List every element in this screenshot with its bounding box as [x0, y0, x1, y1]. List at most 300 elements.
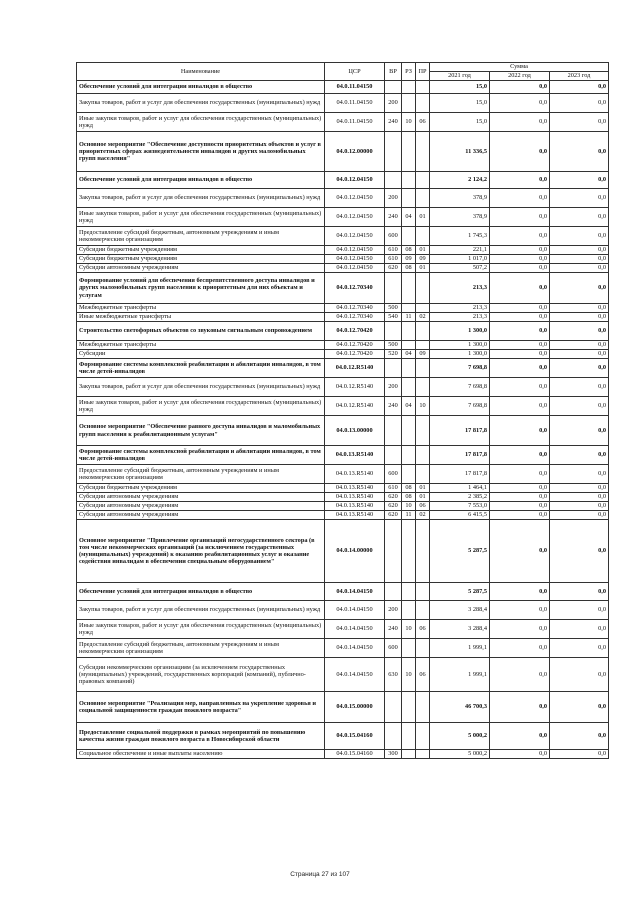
cell-name: Субсидии автономным учреждениям [77, 502, 325, 511]
cell-vr [385, 132, 402, 172]
cell-csr: 04.0.15.04160 [325, 723, 385, 750]
cell-sum-2022: 0,0 [490, 359, 550, 378]
table-row [77, 246, 609, 255]
cell-sum-2023: 0,0 [550, 601, 609, 620]
cell-rz: 04 [402, 350, 416, 359]
cell-name: Иные закупки товаров, работ и услуг для обеспечения государственных (муниципальных) нужд [77, 397, 325, 416]
cell-rz: 11 [402, 313, 416, 322]
header-csr: ЦСР [325, 63, 385, 81]
cell-pr: 09 [416, 255, 430, 264]
cell-vr [385, 692, 402, 723]
cell-sum-2022: 0,0 [490, 583, 550, 601]
cell-rz: 09 [402, 255, 416, 264]
cell-sum-2021: 221,1 [430, 246, 490, 255]
cell-name: Основное мероприятие "Привлечение организаций негосударственного сектора (в том числе некоммерческих организаций (за исключением государственных (муниципальных) учреждений) к оказанию реабилитационных услуг и оказание содействия инвалидам в обеспечении специальным оборудованием" [77, 520, 325, 583]
cell-vr: 300 [385, 750, 402, 759]
cell-sum-2023: 0,0 [550, 273, 609, 304]
cell-name: Иные закупки товаров, работ и услуг для обеспечения государственных (муниципальных) нужд [77, 208, 325, 227]
cell-rz [402, 189, 416, 208]
header-vr: ВР [385, 63, 402, 81]
cell-name: Субсидии [77, 350, 325, 359]
cell-name: Обеспечение условий для интеграции инвалидов в общество [77, 583, 325, 601]
cell-csr: 04.0.12.R5140 [325, 378, 385, 397]
cell-sum-2023: 0,0 [550, 397, 609, 416]
cell-sum-2022: 0,0 [490, 94, 550, 113]
cell-pr [416, 172, 430, 189]
cell-pr [416, 359, 430, 378]
cell-name: Обеспечение условий для интеграции инвалидов в общество [77, 81, 325, 94]
cell-name: Предоставление субсидий бюджетным, автономным учреждениям и иным некоммерческим организациям [77, 227, 325, 246]
cell-vr [385, 723, 402, 750]
cell-sum-2022: 0,0 [490, 723, 550, 750]
cell-sum-2021: 7 698,8 [430, 378, 490, 397]
cell-sum-2022: 0,0 [490, 273, 550, 304]
cell-sum-2022: 0,0 [490, 132, 550, 172]
cell-pr [416, 723, 430, 750]
table-row [77, 378, 609, 397]
table-body [77, 81, 609, 759]
cell-pr [416, 465, 430, 484]
cell-sum-2023: 0,0 [550, 264, 609, 273]
cell-pr: 01 [416, 246, 430, 255]
cell-vr: 600 [385, 227, 402, 246]
cell-csr: 04.0.12.00000 [325, 132, 385, 172]
cell-name: Предоставление субсидий бюджетным, автономным учреждениям и иным некоммерческим организациям [77, 639, 325, 658]
cell-vr: 620 [385, 502, 402, 511]
cell-pr: 06 [416, 658, 430, 692]
cell-csr: 04.0.11.04150 [325, 94, 385, 113]
table-row [77, 172, 609, 189]
cell-name: Межбюджетные трансферты [77, 341, 325, 350]
cell-sum-2023: 0,0 [550, 246, 609, 255]
cell-sum-2021: 7 553,0 [430, 502, 490, 511]
cell-name: Формирование условий для обеспечения беспрепятственного доступа инвалидов и других маломобильных групп населения к приоритетным для них объектам и услугам [77, 273, 325, 304]
cell-sum-2023: 0,0 [550, 359, 609, 378]
cell-name: Субсидии автономным учреждениям [77, 493, 325, 502]
cell-sum-2023: 0,0 [550, 208, 609, 227]
cell-vr: 620 [385, 493, 402, 502]
table-row [77, 322, 609, 341]
table-row [77, 81, 609, 94]
cell-vr: 200 [385, 378, 402, 397]
page-number: Страница 27 из 107 [290, 871, 350, 878]
cell-sum-2021: 6 415,5 [430, 511, 490, 520]
table-row [77, 189, 609, 208]
cell-sum-2022: 0,0 [490, 446, 550, 465]
cell-sum-2022: 0,0 [490, 189, 550, 208]
cell-sum-2023: 0,0 [550, 493, 609, 502]
cell-csr: 04.0.13.R5140 [325, 484, 385, 493]
cell-sum-2021: 1 999,1 [430, 658, 490, 692]
cell-sum-2023: 0,0 [550, 750, 609, 759]
cell-name: Закупка товаров, работ и услуг для обеспечения государственных (муниципальных) нужд [77, 189, 325, 208]
cell-pr [416, 304, 430, 313]
cell-rz [402, 304, 416, 313]
cell-vr: 500 [385, 341, 402, 350]
cell-csr: 04.0.14.04150 [325, 639, 385, 658]
cell-rz [402, 273, 416, 304]
cell-sum-2021: 17 817,8 [430, 465, 490, 484]
cell-vr: 630 [385, 658, 402, 692]
cell-rz [402, 520, 416, 583]
cell-vr [385, 583, 402, 601]
cell-pr [416, 227, 430, 246]
table-row [77, 511, 609, 520]
cell-rz [402, 359, 416, 378]
cell-vr: 240 [385, 113, 402, 132]
cell-rz [402, 378, 416, 397]
cell-sum-2021: 17 817,8 [430, 446, 490, 465]
cell-pr [416, 132, 430, 172]
cell-sum-2021: 1 017,0 [430, 255, 490, 264]
cell-pr [416, 378, 430, 397]
cell-vr: 200 [385, 601, 402, 620]
header-row-top [77, 63, 609, 72]
cell-vr: 240 [385, 620, 402, 639]
cell-csr: 04.0.13.R5140 [325, 465, 385, 484]
cell-sum-2023: 0,0 [550, 94, 609, 113]
table-row [77, 359, 609, 378]
table-row [77, 341, 609, 350]
header-rz: РЗ [402, 63, 416, 81]
table-row [77, 723, 609, 750]
cell-vr: 600 [385, 465, 402, 484]
header-year-2022: 2022 год [490, 72, 550, 81]
header-pr: ПР [416, 63, 430, 81]
cell-sum-2022: 0,0 [490, 397, 550, 416]
cell-sum-2022: 0,0 [490, 81, 550, 94]
cell-csr: 04.0.13.R5140 [325, 446, 385, 465]
cell-sum-2021: 15,0 [430, 94, 490, 113]
cell-sum-2023: 0,0 [550, 113, 609, 132]
cell-sum-2023: 0,0 [550, 416, 609, 446]
table-row [77, 113, 609, 132]
cell-name: Социальное обеспечение и иные выплаты населению [77, 750, 325, 759]
table-row [77, 620, 609, 639]
cell-sum-2021: 15,0 [430, 113, 490, 132]
cell-rz [402, 227, 416, 246]
cell-csr: 04.0.12.04150 [325, 227, 385, 246]
table-row [77, 132, 609, 172]
cell-sum-2022: 0,0 [490, 246, 550, 255]
cell-sum-2023: 0,0 [550, 304, 609, 313]
table-row [77, 397, 609, 416]
cell-sum-2023: 0,0 [550, 465, 609, 484]
cell-csr: 04.0.12.R5140 [325, 397, 385, 416]
cell-csr: 04.0.14.04150 [325, 601, 385, 620]
table-row [77, 264, 609, 273]
cell-name: Формирование системы комплексной реабилитации и абилитации инвалидов, в том числе детей-инвалидов [77, 446, 325, 465]
header-year-2023: 2023 год [550, 72, 609, 81]
cell-sum-2021: 2 124,2 [430, 172, 490, 189]
cell-pr [416, 639, 430, 658]
table-row [77, 94, 609, 113]
cell-name: Субсидии некоммерческим организациям (за исключением государственных (муниципальных) учреждений, государственных корпораций (компаний), публично-правовых компаний) [77, 658, 325, 692]
cell-name: Формирование системы комплексной реабилитации и абилитации инвалидов, в том числе детей-инвалидов [77, 359, 325, 378]
cell-sum-2022: 0,0 [490, 172, 550, 189]
cell-sum-2023: 0,0 [550, 172, 609, 189]
cell-sum-2022: 0,0 [490, 620, 550, 639]
cell-sum-2022: 0,0 [490, 304, 550, 313]
cell-sum-2023: 0,0 [550, 227, 609, 246]
cell-sum-2021: 1 999,1 [430, 639, 490, 658]
cell-rz [402, 94, 416, 113]
cell-sum-2021: 17 817,8 [430, 416, 490, 446]
cell-pr [416, 341, 430, 350]
cell-sum-2021: 5 000,2 [430, 723, 490, 750]
cell-sum-2021: 1 300,0 [430, 341, 490, 350]
cell-pr [416, 446, 430, 465]
cell-sum-2023: 0,0 [550, 511, 609, 520]
cell-name: Иные межбюджетные трансферты [77, 313, 325, 322]
cell-rz: 10 [402, 620, 416, 639]
cell-pr [416, 583, 430, 601]
cell-sum-2023: 0,0 [550, 322, 609, 341]
cell-csr: 04.0.15.04160 [325, 750, 385, 759]
cell-vr [385, 322, 402, 341]
cell-pr: 01 [416, 264, 430, 273]
cell-sum-2021: 3 288,4 [430, 601, 490, 620]
cell-sum-2022: 0,0 [490, 313, 550, 322]
cell-sum-2023: 0,0 [550, 189, 609, 208]
cell-sum-2021: 213,3 [430, 313, 490, 322]
cell-sum-2022: 0,0 [490, 322, 550, 341]
cell-csr: 04.0.14.04150 [325, 658, 385, 692]
cell-rz: 10 [402, 658, 416, 692]
cell-name: Строительство светофорных объектов со звуковым сигнальным сопровождением [77, 322, 325, 341]
cell-vr [385, 520, 402, 583]
cell-name: Субсидии бюджетным учреждениям [77, 246, 325, 255]
cell-name: Обеспечение условий для интеграции инвалидов в общество [77, 172, 325, 189]
cell-sum-2021: 5 287,5 [430, 520, 490, 583]
cell-rz [402, 416, 416, 446]
cell-sum-2021: 378,9 [430, 189, 490, 208]
cell-rz [402, 583, 416, 601]
cell-sum-2021: 1 300,0 [430, 322, 490, 341]
cell-csr: 04.0.11.04150 [325, 81, 385, 94]
cell-pr [416, 601, 430, 620]
cell-csr: 04.0.12.70340 [325, 273, 385, 304]
table-row [77, 601, 609, 620]
cell-sum-2023: 0,0 [550, 520, 609, 583]
cell-csr: 04.0.13.00000 [325, 416, 385, 446]
cell-name: Межбюджетные трансферты [77, 304, 325, 313]
cell-sum-2021: 1 745,3 [430, 227, 490, 246]
cell-sum-2023: 0,0 [550, 502, 609, 511]
cell-name: Субсидии автономным учреждениям [77, 511, 325, 520]
cell-rz: 08 [402, 484, 416, 493]
cell-rz [402, 692, 416, 723]
cell-csr: 04.0.12.04150 [325, 208, 385, 227]
cell-sum-2023: 0,0 [550, 132, 609, 172]
cell-sum-2022: 0,0 [490, 227, 550, 246]
cell-vr: 610 [385, 255, 402, 264]
cell-vr: 620 [385, 511, 402, 520]
cell-vr [385, 273, 402, 304]
cell-csr: 04.0.12.04150 [325, 246, 385, 255]
cell-pr: 06 [416, 620, 430, 639]
cell-sum-2023: 0,0 [550, 446, 609, 465]
table-row [77, 446, 609, 465]
cell-csr: 04.0.12.04150 [325, 264, 385, 273]
cell-rz: 08 [402, 493, 416, 502]
cell-pr [416, 416, 430, 446]
cell-rz [402, 723, 416, 750]
cell-sum-2021: 1 300,0 [430, 350, 490, 359]
header-name: Наименование [77, 63, 325, 81]
cell-pr [416, 94, 430, 113]
cell-csr: 04.0.12.R5140 [325, 359, 385, 378]
cell-csr: 04.0.12.04150 [325, 255, 385, 264]
cell-sum-2023: 0,0 [550, 723, 609, 750]
cell-vr [385, 172, 402, 189]
cell-sum-2023: 0,0 [550, 583, 609, 601]
cell-sum-2021: 213,3 [430, 304, 490, 313]
cell-vr [385, 416, 402, 446]
table-row [77, 493, 609, 502]
cell-vr: 610 [385, 246, 402, 255]
table-row [77, 502, 609, 511]
cell-vr: 540 [385, 313, 402, 322]
cell-sum-2022: 0,0 [490, 692, 550, 723]
cell-rz [402, 750, 416, 759]
table-row [77, 465, 609, 484]
cell-csr: 04.0.11.04150 [325, 113, 385, 132]
cell-sum-2023: 0,0 [550, 378, 609, 397]
cell-pr: 09 [416, 350, 430, 359]
cell-sum-2022: 0,0 [490, 264, 550, 273]
table-row [77, 658, 609, 692]
header-sum: Сумма [430, 63, 609, 72]
cell-csr: 04.0.12.04150 [325, 172, 385, 189]
cell-name: Основное мероприятие "Обеспечение доступности приоритетных объектов и услуг в приоритетных сферах жизнедеятельности инвалидов и других маломобильных групп населения" [77, 132, 325, 172]
cell-vr: 520 [385, 350, 402, 359]
cell-sum-2022: 0,0 [490, 416, 550, 446]
cell-pr: 01 [416, 484, 430, 493]
cell-csr: 04.0.12.70420 [325, 341, 385, 350]
cell-sum-2021: 15,0 [430, 81, 490, 94]
cell-name: Субсидии бюджетным учреждениям [77, 484, 325, 493]
cell-sum-2022: 0,0 [490, 350, 550, 359]
cell-sum-2021: 5 000,2 [430, 750, 490, 759]
cell-sum-2023: 0,0 [550, 255, 609, 264]
table-row [77, 484, 609, 493]
cell-csr: 04.0.12.70340 [325, 304, 385, 313]
cell-sum-2023: 0,0 [550, 620, 609, 639]
table-row [77, 313, 609, 322]
cell-pr: 02 [416, 511, 430, 520]
cell-sum-2021: 7 698,8 [430, 359, 490, 378]
cell-vr [385, 359, 402, 378]
table-row [77, 750, 609, 759]
cell-csr: 04.0.12.70340 [325, 313, 385, 322]
cell-rz [402, 446, 416, 465]
cell-csr: 04.0.14.04150 [325, 620, 385, 639]
cell-sum-2021: 378,9 [430, 208, 490, 227]
cell-rz [402, 341, 416, 350]
cell-vr: 620 [385, 264, 402, 273]
cell-sum-2022: 0,0 [490, 378, 550, 397]
cell-sum-2022: 0,0 [490, 658, 550, 692]
cell-name: Предоставление социальной поддержки в рамках мероприятий по повышению качества жизни граждан пожилого возраста в Новосибирской области [77, 723, 325, 750]
cell-sum-2023: 0,0 [550, 484, 609, 493]
cell-vr: 200 [385, 189, 402, 208]
cell-sum-2021: 3 288,4 [430, 620, 490, 639]
cell-sum-2022: 0,0 [490, 255, 550, 264]
cell-sum-2023: 0,0 [550, 692, 609, 723]
table-row [77, 520, 609, 583]
table-row [77, 255, 609, 264]
cell-pr [416, 273, 430, 304]
cell-rz: 08 [402, 246, 416, 255]
cell-pr [416, 322, 430, 341]
cell-pr: 06 [416, 502, 430, 511]
cell-sum-2021: 1 464,1 [430, 484, 490, 493]
cell-vr: 610 [385, 484, 402, 493]
cell-name: Закупка товаров, работ и услуг для обеспечения государственных (муниципальных) нужд [77, 601, 325, 620]
cell-vr: 240 [385, 397, 402, 416]
cell-rz [402, 322, 416, 341]
cell-sum-2022: 0,0 [490, 341, 550, 350]
cell-csr: 04.0.13.R5140 [325, 511, 385, 520]
cell-pr [416, 81, 430, 94]
cell-sum-2022: 0,0 [490, 113, 550, 132]
table-row [77, 583, 609, 601]
cell-rz [402, 639, 416, 658]
table-row [77, 304, 609, 313]
cell-vr: 600 [385, 639, 402, 658]
cell-csr: 04.0.15.00000 [325, 692, 385, 723]
cell-csr: 04.0.12.70420 [325, 322, 385, 341]
cell-pr: 10 [416, 397, 430, 416]
cell-sum-2023: 0,0 [550, 658, 609, 692]
cell-sum-2023: 0,0 [550, 350, 609, 359]
header-year-2021: 2021 год [430, 72, 490, 81]
cell-sum-2021: 213,3 [430, 273, 490, 304]
cell-sum-2022: 0,0 [490, 639, 550, 658]
table-row [77, 639, 609, 658]
cell-sum-2022: 0,0 [490, 511, 550, 520]
budget-table [76, 62, 609, 759]
cell-vr [385, 81, 402, 94]
table-row [77, 273, 609, 304]
cell-name: Закупка товаров, работ и услуг для обеспечения государственных (муниципальных) нужд [77, 378, 325, 397]
cell-csr: 04.0.13.R5140 [325, 493, 385, 502]
cell-sum-2022: 0,0 [490, 520, 550, 583]
cell-vr [385, 446, 402, 465]
cell-pr: 01 [416, 208, 430, 227]
cell-sum-2022: 0,0 [490, 750, 550, 759]
cell-pr [416, 692, 430, 723]
cell-rz: 11 [402, 511, 416, 520]
cell-name: Основное мероприятие "Реализация мер, направленных на укрепление здоровья и социальной защищенности граждан пожилого возраста" [77, 692, 325, 723]
cell-sum-2023: 0,0 [550, 81, 609, 94]
table-row [77, 208, 609, 227]
cell-rz [402, 601, 416, 620]
cell-sum-2023: 0,0 [550, 341, 609, 350]
cell-name: Закупка товаров, работ и услуг для обеспечения государственных (муниципальных) нужд [77, 94, 325, 113]
cell-csr: 04.0.13.R5140 [325, 502, 385, 511]
cell-sum-2021: 5 287,5 [430, 583, 490, 601]
cell-pr [416, 520, 430, 583]
cell-rz [402, 132, 416, 172]
cell-name: Предоставление субсидий бюджетным, автономным учреждениям и иным некоммерческим организациям [77, 465, 325, 484]
cell-name: Субсидии бюджетным учреждениям [77, 255, 325, 264]
cell-sum-2022: 0,0 [490, 493, 550, 502]
cell-sum-2023: 0,0 [550, 313, 609, 322]
cell-vr: 240 [385, 208, 402, 227]
cell-name: Иные закупки товаров, работ и услуг для обеспечения государственных (муниципальных) нужд [77, 113, 325, 132]
